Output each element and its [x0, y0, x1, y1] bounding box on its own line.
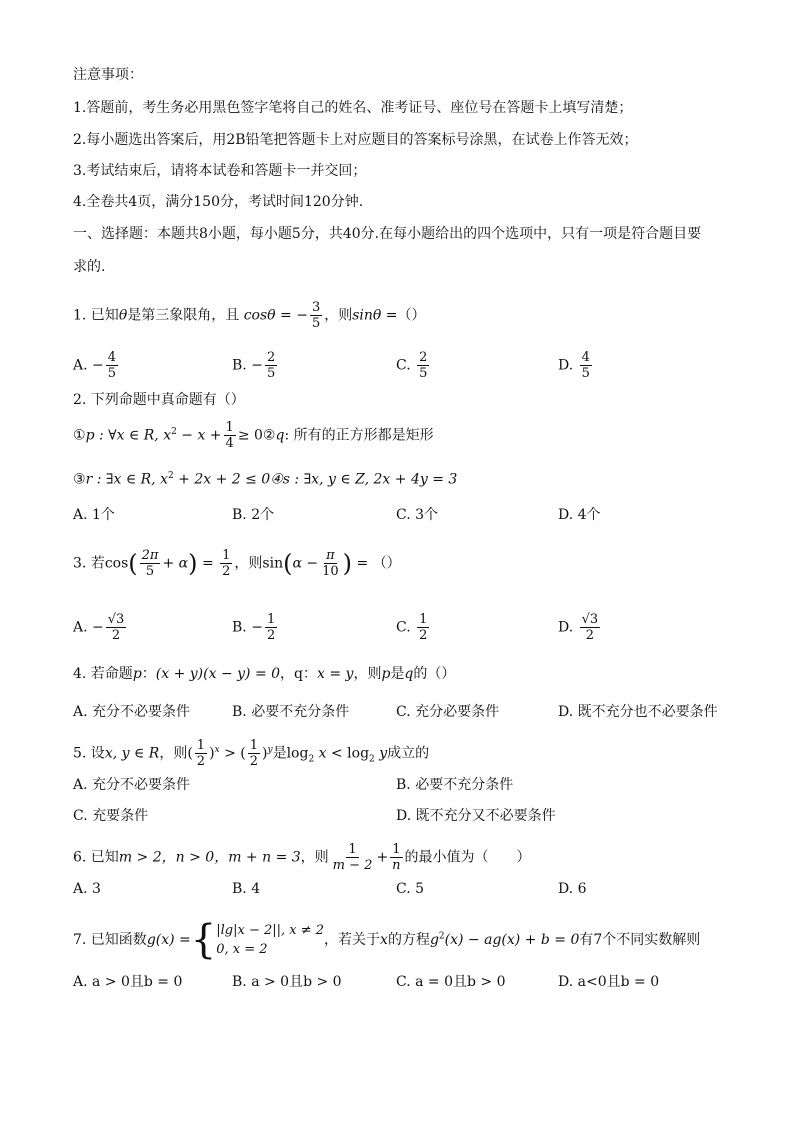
section-heading-line2: 求的.: [73, 259, 106, 275]
q1-option-b[interactable]: B. − $\frac{2}{5}$: [232, 350, 276, 381]
section-heading-line1: 一、选择题：本题共8小题，每小题5分，共40分.在每小题给出的四个选项中，只有一项是符合题目要: [73, 226, 702, 242]
question-7: 7. 已知函数g(x) = { |lg|x − 2||, x ≠ 2 0, x = 2 ，若关于x的方程$g^2(x) - ag(x) + b = 0$有7个不同实数解则: [73, 917, 701, 963]
q4-option-a[interactable]: A. 充分不必要条件: [73, 704, 191, 720]
question-5: 5. 设x, y ∈ R，则( $\frac{1}{2}$ )$^x$ > ( $\frac{1}{2}$ )$^y$是$\log_2 x < \log_2 y$成立的: [73, 738, 430, 769]
q6-option-d[interactable]: D. 6: [558, 881, 587, 897]
question-2: 2. 下列命题中真命题有（）: [73, 392, 245, 408]
q1-option-d[interactable]: D. $\frac{4}{5}$: [558, 350, 590, 381]
q3-option-b[interactable]: B. − $\frac{1}{2}$: [232, 612, 276, 643]
q6-option-c[interactable]: C. 5: [396, 881, 425, 897]
q4-option-b[interactable]: B. 必要不充分条件: [232, 704, 350, 720]
notice-item-1: 1.答题前，考生务必用黑色签字笔将自己的姓名、准考证号、座位号在答题卡上填写清楚；: [73, 100, 633, 116]
notice-item-2: 2.每小题选出答案后，用2B铅笔把答题卡上对应题目的答案标号涂黑，在试卷上作答无效；: [73, 132, 638, 148]
q5-option-d[interactable]: D. 既不充分又不必要条件: [396, 808, 556, 824]
q2-option-d[interactable]: D. 4个: [558, 507, 601, 523]
q7-option-b[interactable]: B. a > 0且b > 0: [232, 974, 342, 990]
notice-title: 注意事项：: [73, 67, 143, 83]
q3-option-d[interactable]: D. $\frac{√3}{2}$: [558, 612, 599, 643]
question-4: 4. 若命题p：(x + y)(x − y) = 0，q：x = y，则p是q的（）: [73, 666, 456, 682]
q2-option-c[interactable]: C. 3个: [396, 507, 439, 523]
q2-statements-2: ③r : ∃x ∈ R, $x^2 + 2x + 2$ ≤ 0④s : ∃x, y ∈ Z, 2x + 4y = 3: [73, 471, 458, 488]
q2-option-a[interactable]: A. 1个: [73, 507, 115, 523]
q6-option-b[interactable]: B. 4: [232, 881, 261, 897]
q2-option-b[interactable]: B. 2个: [232, 507, 275, 523]
notice-item-3: 3.考试结束后，请将本试卷和答题卡一并交回；: [73, 163, 367, 179]
q5-option-a[interactable]: A. 充分不必要条件: [73, 777, 191, 793]
question-6: 6. 已知m > 2，n > 0，m + n = 3，则 $\frac{1}{m - 2}$ + $\frac{1}{n}$ 的最小值为（ ）: [73, 842, 531, 873]
q3-option-c[interactable]: C. $\frac{1}{2}$: [396, 612, 428, 643]
q5-option-c[interactable]: C. 充要条件: [73, 808, 149, 824]
q3-option-a[interactable]: A. − $\frac{√3}{2}$: [73, 612, 125, 643]
question-1: 1. 已知θ是第三象限角，且 cosθ = − $\frac{3}{5}$ ，则sinθ =（）: [73, 300, 426, 331]
q7-option-c[interactable]: C. a = 0且b > 0: [396, 974, 506, 990]
q2-statements-1: ①p : ∀x ∈ R, $x^2 - x$ + $\frac{1}{4}$ ≥ 0②q: 所有的正方形都是矩形: [73, 420, 434, 451]
q1-option-a[interactable]: A. − $\frac{4}{5}$: [73, 350, 117, 381]
q4-option-d[interactable]: D. 既不充分也不必要条件: [558, 704, 718, 720]
q5-option-b[interactable]: B. 必要不充分条件: [396, 777, 514, 793]
q6-option-a[interactable]: A. 3: [73, 881, 101, 897]
q7-option-d[interactable]: D. a<0且b = 0: [558, 974, 660, 990]
q4-option-c[interactable]: C. 充分必要条件: [396, 704, 500, 720]
question-3: 3. 若cos( $\frac{2\pi}{5}$ + α) = $\frac{1}{2}$ ，则sin(α − $\frac{\pi}{10}$ ) = （）: [73, 548, 401, 579]
q1-option-c[interactable]: C. $\frac{2}{5}$: [396, 350, 428, 381]
q7-option-a[interactable]: A. a > 0且b = 0: [73, 974, 183, 990]
notice-item-4: 4.全卷共4页，满分150分，考试时间120分钟.: [73, 194, 364, 210]
